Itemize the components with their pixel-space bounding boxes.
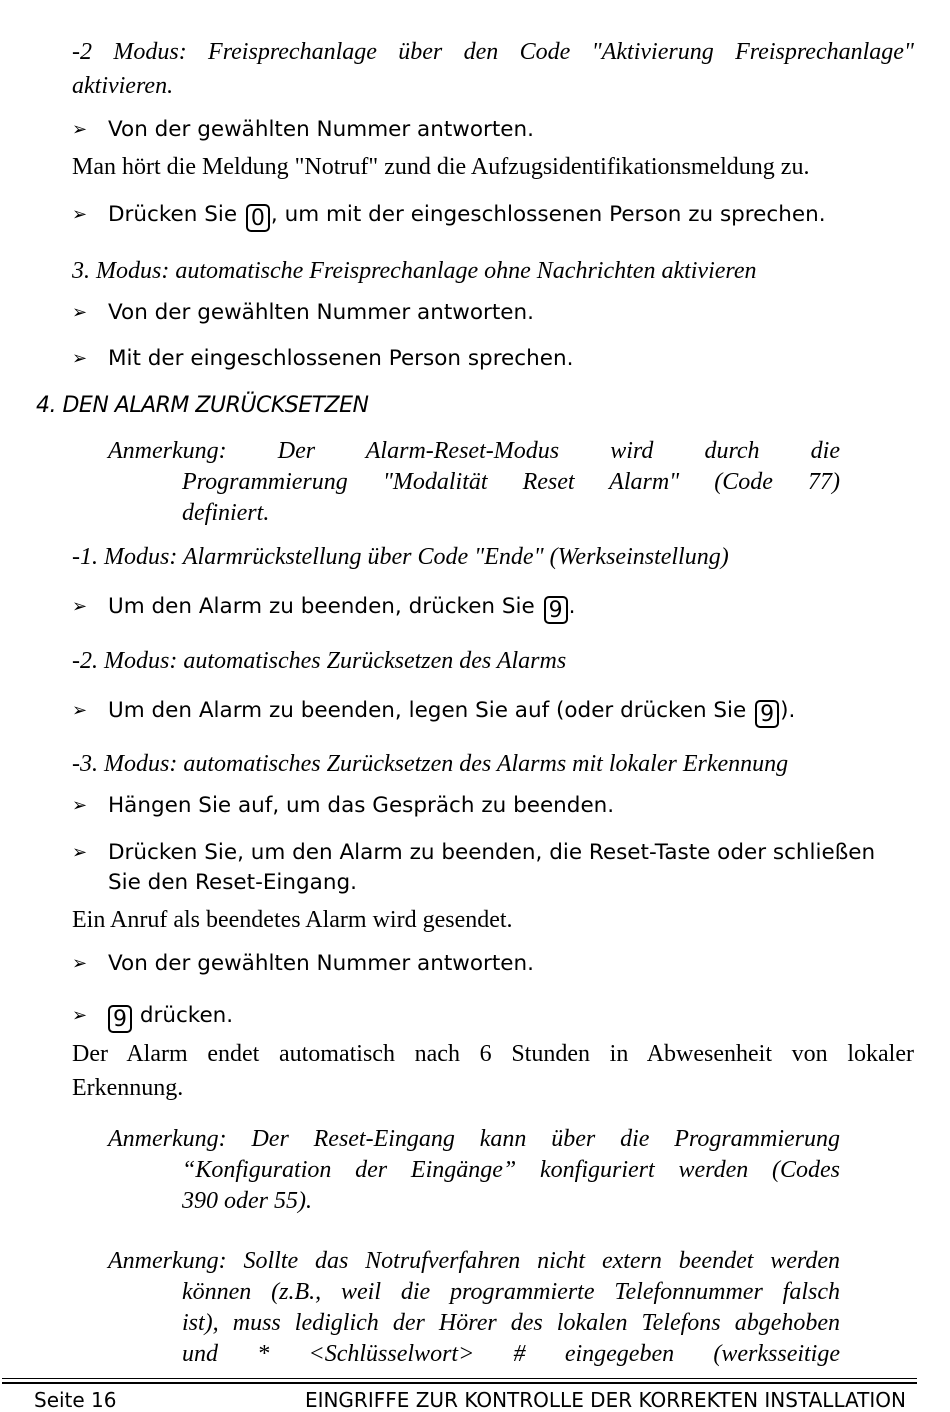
reset-mode3-heading: -3. Modus: automatisches Zurücksetzen des Alarms mit lokaler Erkennung: [72, 751, 789, 777]
note-reset-mode: Anmerkung: Der Alarm-Reset-Modus wird durch die Programmierung "Modalität Reset Alarm" (Code 77) definiert.: [108, 438, 840, 526]
section-heading: 4. DEN ALARM ZURÜCKSETZEN: [36, 393, 369, 418]
arrow-bullet-icon: ➢: [72, 842, 88, 863]
key-9-icon: 9: [544, 596, 568, 624]
arrow-bullet-icon: ➢: [72, 348, 88, 369]
arrow-bullet-icon: ➢: [72, 1005, 88, 1026]
key-9-icon: 9: [108, 1005, 132, 1033]
paragraph-auto-end-line2: Erkennung.: [72, 1075, 184, 1101]
note-reset-input: Anmerkung: Der Reset-Eingang kann über die Programmierung “Konfiguration der Eingänge” konfiguriert werden (Codes 390 oder 55).: [108, 1126, 840, 1214]
footer-rule-thick: [2, 1382, 917, 1384]
footer-section-title: EINGRIFFE ZUR KONTROLLE DER KORREKTEN INSTALLATION: [304, 1388, 906, 1412]
arrow-bullet-icon: ➢: [72, 700, 88, 721]
arrow-bullet-icon: ➢: [72, 795, 88, 816]
footer-rule-thin: [2, 1378, 917, 1379]
mode2-heading-line1: -2 Modus: Freisprechanlage über den Code "Aktivierung Freisprechanlage": [72, 39, 914, 65]
paragraph-notruf: Man hört die Meldung "Notruf" zund die Aufzugsidentifikationsmeldung zu.: [72, 154, 810, 180]
key-0-icon: 0: [246, 204, 270, 232]
note-emergency-procedure: Anmerkung: Sollte das Notrufverfahren nicht extern beendet werden können (z.B., weil die programmierte Telefonnummer falsch ist), muss lediglich der Hörer des lokalen Telefons abgehoben und * <Schlüsselwort> # eingegeben (werksseitige: [108, 1248, 840, 1367]
paragraph-call-sent: Ein Anruf als beendetes Alarm wird gesendet.: [72, 907, 513, 933]
arrow-bullet-icon: ➢: [72, 953, 88, 974]
reset-mode2-heading: -2. Modus: automatisches Zurücksetzen des Alarms: [72, 648, 567, 674]
mode3-heading: 3. Modus: automatische Freisprechanlage ohne Nachrichten aktivieren: [72, 258, 757, 284]
key-9-icon: 9: [755, 700, 779, 728]
paragraph-auto-end-line1: Der Alarm endet automatisch nach 6 Stunden in Abwesenheit von lokaler: [72, 1041, 914, 1067]
arrow-bullet-icon: ➢: [72, 204, 88, 225]
reset-mode1-heading: -1. Modus: Alarmrückstellung über Code "Ende" (Werkseinstellung): [72, 544, 729, 570]
arrow-bullet-icon: ➢: [72, 302, 88, 323]
footer-page-number: Seite 16: [34, 1388, 117, 1412]
arrow-bullet-icon: ➢: [72, 596, 88, 617]
mode2-heading-line2: aktivieren.: [72, 73, 174, 99]
arrow-bullet-icon: ➢: [72, 119, 88, 140]
